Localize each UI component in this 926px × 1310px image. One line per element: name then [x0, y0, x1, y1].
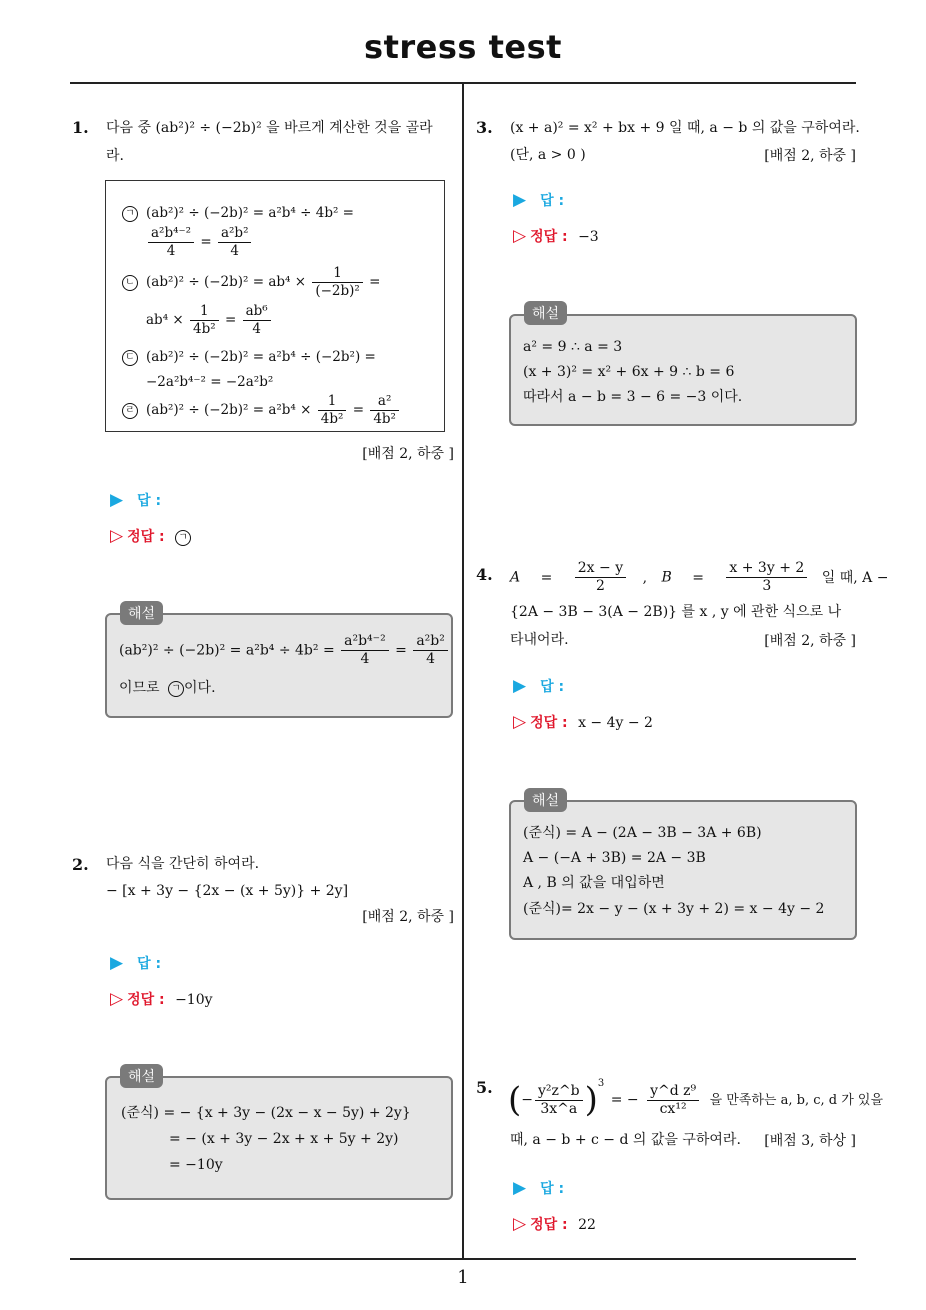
option-b[interactable] [122, 265, 380, 300]
fraction-b [726, 560, 807, 595]
option-mark: ㄹ [122, 403, 138, 419]
explanation-line-1: (준식) = A − (2A − 3B − 3A + 6B) [523, 825, 762, 841]
equals: = [224, 312, 237, 328]
paren-close: ) [584, 1080, 598, 1120]
option-mark: ㄷ [122, 350, 138, 366]
answer-label: 답 : [540, 679, 565, 695]
option-text: (ab²)² ÷ (−2b)² = a²b⁴ ÷ (−2b²) = [146, 349, 376, 365]
column-divider [462, 84, 464, 1259]
triangle-outline-icon: ▷ [513, 1214, 527, 1234]
question-text: (x + a)² = x² + bx + 9 일 때, a − b 의 값을 구하여라. [510, 120, 860, 136]
exponent: 3 [597, 1078, 605, 1089]
explanation-box [509, 800, 857, 940]
question-number: 3. [476, 118, 493, 137]
equals: = [352, 402, 365, 418]
comma: , [642, 569, 648, 586]
equals: = [369, 274, 381, 290]
numerator: a²b⁴⁻² [148, 225, 194, 243]
denominator: 4b² [320, 411, 344, 427]
option-mark: ㄱ [122, 206, 138, 222]
score-label: [배점 3, 하상 ] [764, 1133, 856, 1149]
question-text-line-2: {2A − 3B − 3(A − 2B)} 를 x , y 에 관한 식으로 나 [510, 604, 842, 620]
numerator: 1 [312, 265, 363, 283]
question-text: 다음 중 (ab²)² ÷ (−2b)² 을 바르게 계산한 것을 골라 [106, 120, 433, 136]
option-b-cont [146, 303, 273, 338]
question-number: 5. [476, 1078, 493, 1097]
score-label: [배점 2, 하중 ] [764, 148, 856, 164]
denominator: 3x^a [540, 1100, 578, 1117]
option-text: (ab²)² ÷ (−2b)² = a²b⁴ × [146, 402, 312, 418]
fraction [413, 633, 448, 668]
fraction [218, 225, 252, 260]
page-title: stress test [364, 28, 562, 66]
numerator: a² [370, 393, 399, 411]
question-expression: − [x + 3y − {2x − (x + 5y)} + 2y] [106, 883, 349, 899]
question-text-tail: 일 때, A − [821, 569, 889, 586]
explanation-line-4: (준식)= 2x − y − (x + 3y + 2) = x − 4y − 2 [523, 901, 825, 917]
denominator: 3 [762, 578, 772, 594]
numerator: x + 3y + 2 [726, 560, 807, 578]
explanation-tag: 해설 [120, 1064, 163, 1088]
correct-label: 정답 : [530, 1217, 568, 1233]
fraction [341, 633, 389, 668]
fraction [318, 393, 347, 428]
option-d[interactable] [122, 393, 401, 428]
page-number: 1 [457, 1267, 469, 1288]
correct-answer [110, 989, 213, 1009]
question-text: 다음 식을 간단히 하여라. [106, 856, 260, 872]
explanation-line-2 [119, 677, 216, 699]
explanation-text: 이다. [184, 680, 216, 696]
correct-mark: ㄱ [175, 530, 191, 546]
explanation-line-2: (x + 3)² = x² + 6x + 9 ∴ b = 6 [523, 364, 735, 380]
numerator: y^d z⁹ [647, 1083, 699, 1101]
answer-input[interactable] [513, 1178, 564, 1198]
question-number: 1. [72, 118, 89, 137]
numerator: ab⁶ [243, 303, 271, 321]
var-a: A [510, 569, 521, 586]
explanation-line-1 [119, 633, 450, 668]
equals: = [200, 234, 212, 250]
answer-input[interactable] [110, 953, 161, 973]
fraction-rhs [647, 1083, 699, 1118]
explanation-line-3: 따라서 a − b = 3 − 6 = −3 이다. [523, 389, 743, 405]
fraction [312, 265, 363, 300]
correct-answer [110, 526, 199, 546]
option-a-cont [146, 225, 253, 260]
correct-value: −10y [175, 992, 213, 1008]
explanation-tag: 해설 [524, 788, 567, 812]
question-number: 4. [476, 565, 493, 584]
fraction-lhs [535, 1083, 583, 1118]
question-text-line-2: 때, a − b + c − d 의 값을 구하여라. [510, 1132, 741, 1148]
explanation-line-1 [121, 1102, 411, 1124]
answer-input[interactable] [110, 490, 161, 510]
correct-answer [513, 226, 599, 246]
option-a[interactable] [122, 205, 354, 222]
fraction [190, 303, 219, 338]
answer-input[interactable] [513, 190, 564, 210]
equals: = [540, 569, 553, 586]
explanation-line-2: A − (−A + 3B) = 2A − 3B [523, 850, 706, 866]
options-box [105, 180, 445, 432]
explanation-text: (ab²)² ÷ (−2b)² = a²b⁴ ÷ 4b² = [119, 642, 335, 659]
question-text [508, 1078, 884, 1120]
numerator: a²b² [413, 633, 448, 651]
option-text: (ab²)² ÷ (−2b)² = ab⁴ × [146, 274, 307, 290]
denominator: 4 [166, 243, 176, 259]
numerator: y²z^b [535, 1083, 583, 1101]
score-label: [배점 2, 하중 ] [764, 633, 856, 649]
explanation-mark: ㄱ [168, 681, 184, 697]
explanation-line-1: a² = 9 ∴ a = 3 [523, 339, 623, 355]
play-triangle-icon: ▶ [513, 1178, 527, 1198]
score-label: [배점 2, 하중 ] [362, 446, 454, 462]
fraction [370, 393, 399, 428]
paren-open: ( [508, 1080, 522, 1120]
answer-label: 답 : [540, 193, 565, 209]
triangle-outline-icon: ▷ [110, 526, 124, 546]
correct-label: 정답 : [127, 529, 165, 545]
explanation-text: 이므로 [119, 680, 160, 696]
numerator: 2x − y [575, 560, 626, 578]
denominator: 4 [252, 321, 261, 337]
option-c-cont: −2a²b⁴⁻² = −2a²b² [146, 374, 274, 390]
explanation-box [509, 314, 857, 426]
answer-label: 답 : [137, 956, 162, 972]
denominator: 4 [426, 651, 436, 667]
triangle-outline-icon: ▷ [513, 712, 527, 732]
denominator: 4 [360, 651, 370, 667]
explanation-line-3: A , B 의 값을 대입하면 [523, 875, 665, 891]
equals: = − [610, 1092, 639, 1108]
triangle-outline-icon: ▷ [513, 226, 527, 246]
fraction-a [575, 560, 626, 595]
footer-divider [70, 1258, 856, 1260]
correct-value: −3 [578, 229, 599, 245]
question-text-tail: 을 만족하는 a, b, c, d 가 있을 [709, 1093, 884, 1108]
var-b: B [661, 569, 672, 586]
correct-label: 정답 : [530, 715, 568, 731]
question-text [510, 560, 889, 595]
option-mark: ㄴ [122, 275, 138, 291]
explanation-box [105, 613, 453, 718]
play-triangle-icon: ▶ [110, 953, 124, 973]
explanation-tag: 해설 [120, 601, 163, 625]
explanation-line-2: = − (x + 3y − 2x + x + 5y + 2y) [169, 1131, 399, 1147]
numerator: 1 [190, 303, 219, 321]
explanation-line-3: = −10y [169, 1157, 223, 1173]
play-triangle-icon: ▶ [513, 676, 527, 696]
answer-label: 답 : [540, 1181, 565, 1197]
correct-answer [513, 1214, 596, 1234]
question-number: 2. [72, 855, 89, 874]
numerator: 1 [318, 393, 347, 411]
denominator: cx¹² [659, 1100, 687, 1117]
question-text-cont: 라. [106, 148, 124, 164]
option-c[interactable] [122, 349, 376, 366]
explanation-tag: 해설 [524, 301, 567, 325]
denominator: 2 [595, 578, 605, 594]
score-label: [배점 2, 하중 ] [362, 909, 454, 925]
correct-label: 정답 : [530, 229, 568, 245]
equals: = [395, 642, 407, 659]
correct-label: 정답 : [127, 992, 165, 1008]
play-triangle-icon: ▶ [110, 490, 124, 510]
correct-value: 22 [578, 1217, 596, 1233]
denominator: 4 [230, 243, 240, 259]
denominator: 4b² [193, 321, 216, 337]
play-triangle-icon: ▶ [513, 190, 527, 210]
numerator: a²b² [218, 225, 252, 243]
denominator: 4b² [373, 411, 396, 427]
equals: = [692, 569, 704, 586]
explanation-box [105, 1076, 453, 1200]
correct-answer [513, 712, 653, 732]
answer-input[interactable] [513, 676, 564, 696]
explanation-label: (준식) [121, 1105, 159, 1121]
answer-label: 답 : [137, 493, 162, 509]
explanation-text: = − {x + 3y − (2x − x − 5y) + 2y} [163, 1105, 411, 1121]
option-text: ab⁴ × [146, 312, 184, 328]
numerator: a²b⁴⁻² [341, 633, 389, 651]
question-text-line-3: 타내어라. [510, 632, 569, 648]
denominator: (−2b)² [315, 283, 360, 299]
fraction [243, 303, 271, 338]
triangle-outline-icon: ▷ [110, 989, 124, 1009]
fraction [148, 225, 194, 260]
minus-sign: − [521, 1092, 533, 1108]
question-condition: (단, a > 0 ) [510, 147, 586, 163]
correct-value: x − 4y − 2 [578, 715, 653, 731]
option-text: (ab²)² ÷ (−2b)² = a²b⁴ ÷ 4b² = [146, 205, 354, 221]
